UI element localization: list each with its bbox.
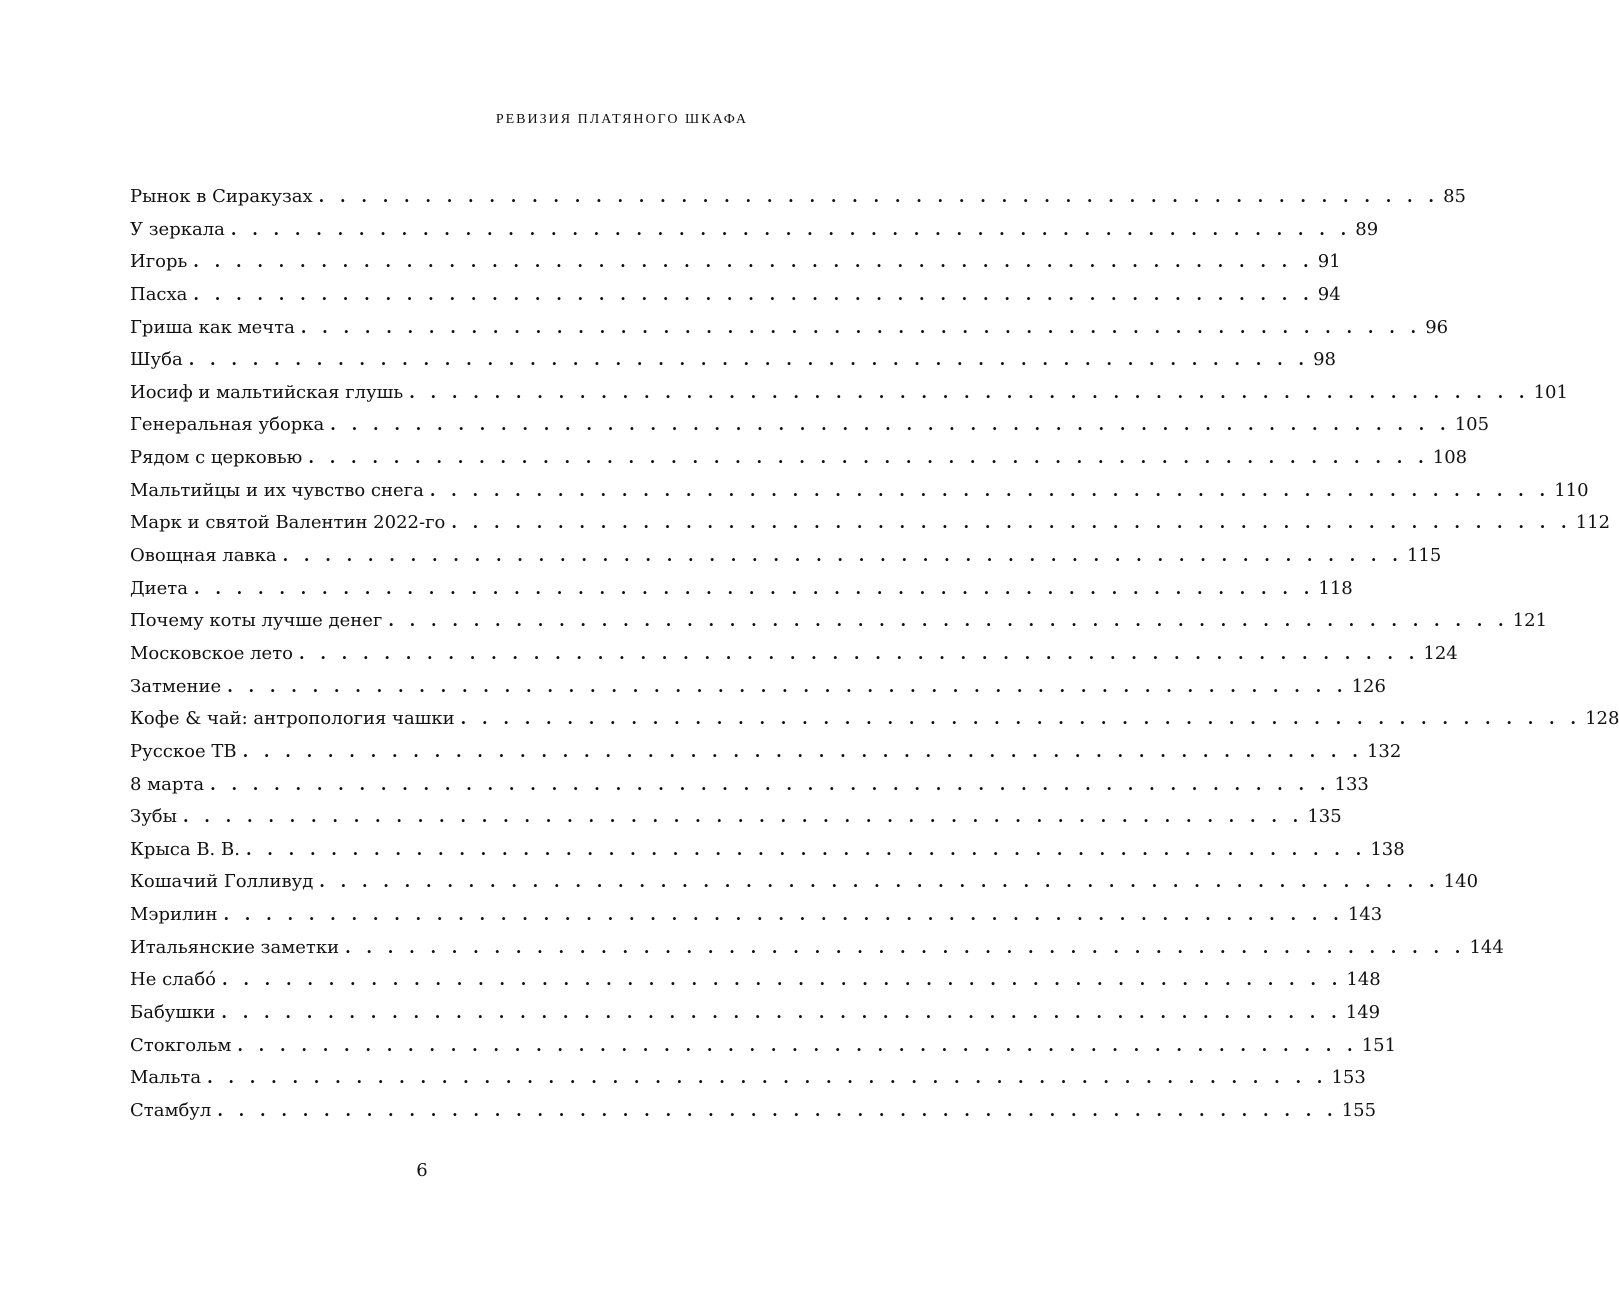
toc-dot-leader: . . . . . . . . . . . . . . . . . . . . . . . . . . . . . . . . . . . . . . . . . . . . . . . . . . . . . [227, 676, 1348, 696]
toc-entry[interactable] [130, 868, 1479, 901]
toc-entry-page: 85 [1443, 186, 1466, 207]
toc-entry-page: 89 [1355, 218, 1379, 240]
toc-entry-title: Мэрилин [130, 904, 218, 926]
toc-entry[interactable] [130, 673, 1386, 706]
toc-entry-page: 155 [1341, 1099, 1377, 1121]
toc-dot-leader: . . . . . . . . . . . . . . . . . . . . . . . . . . . . . . . . . . . . . . . . . . . . . . . . . . . . . [245, 839, 1367, 859]
toc-entry-page: 153 [1331, 1067, 1366, 1089]
toc-entry-title: Рядом с церковью [130, 447, 303, 469]
toc-entry[interactable] [130, 901, 1383, 934]
toc-entry[interactable] [130, 1032, 1397, 1065]
toc-dot-leader: . . . . . . . . . . . . . . . . . . . . . . . . . . . . . . . . . . . . . . . . . . . . . . . . . . . . . [207, 1068, 1328, 1088]
toc-dot-leader: . . . . . . . . . . . . . . . . . . . . . . . . . . . . . . . . . . . . . . . . . . . . . . . . . . . . . [193, 578, 1315, 598]
toc-entry-title: Московское лето [130, 642, 293, 664]
toc-entry-title: Иосиф и мальтийская глушь [130, 381, 404, 403]
toc-entry-title: Бабушки [130, 1002, 216, 1024]
toc-entry-title: Марк и святой Валентин 2022-го [130, 512, 446, 534]
toc-entry[interactable] [130, 444, 1468, 477]
toc-entry-page: 112 [1575, 512, 1611, 534]
toc-entry-page: 151 [1361, 1034, 1397, 1056]
toc-dot-leader: . . . . . . . . . . . . . . . . . . . . . . . . . . . . . . . . . . . . . . . . . . . . . . . . . . . . . [221, 1003, 1342, 1023]
toc-dot-leader: . . . . . . . . . . . . . . . . . . . . . . . . . . . . . . . . . . . . . . . . . . . . . . . . . . . . . [388, 611, 1509, 631]
toc-entry[interactable] [130, 314, 1449, 347]
toc-entry-title: Игорь [130, 251, 188, 273]
toc-entry-page: 118 [1318, 577, 1353, 599]
toc-entry-title: Рынок в Сиракузах [130, 186, 313, 207]
toc-entry[interactable] [130, 1097, 1377, 1130]
toc-entry-title: Русское ТВ [130, 740, 237, 762]
toc-entry[interactable] [130, 379, 1568, 412]
toc-entry-page: 140 [1443, 871, 1479, 893]
toc-entry[interactable] [130, 542, 1442, 575]
toc-dot-leader: . . . . . . . . . . . . . . . . . . . . . . . . . . . . . . . . . . . . . . . . . . . . . . . . . . . . . [330, 415, 1451, 435]
toc-entry-title: Не слабо́ [130, 969, 216, 991]
toc-entry-page: 121 [1512, 610, 1548, 632]
toc-entry[interactable] [130, 771, 1369, 804]
toc-dot-leader: . . . . . . . . . . . . . . . . . . . . . . . . . . . . . . . . . . . . . . . . . . . . . . . . . . . . . [299, 643, 1420, 663]
toc-entry-title: Итальянские заметки [130, 936, 340, 958]
toc-entry-page: 105 [1454, 414, 1490, 436]
toc-entry-page: 124 [1423, 642, 1458, 664]
toc-entry-title: Овощная лавка [130, 545, 277, 567]
toc-entry-page: 138 [1370, 838, 1405, 860]
toc-entry-title: Мальтийцы и их чувство снега [130, 479, 424, 501]
toc-dot-leader: . . . . . . . . . . . . . . . . . . . . . . . . . . . . . . . . . . . . . . . . . . . . . . . . . . . . . [282, 546, 1403, 566]
toc-dot-leader: . . . . . . . . . . . . . . . . . . . . . . . . . . . . . . . . . . . . . . . . . . . . . . . . . . . . . [242, 741, 1363, 761]
toc-entry[interactable] [130, 281, 1341, 314]
toc-entry[interactable] [130, 966, 1381, 999]
toc-dot-leader: . . . . . . . . . . . . . . . . . . . . . . . . . . . . . . . . . . . . . . . . . . . . . . . . . . . . . [300, 317, 1422, 337]
toc-entry[interactable] [130, 934, 1504, 967]
toc-entry-title: Затмение [130, 675, 222, 697]
toc-entry[interactable] [130, 477, 1589, 510]
running-head: РЕВИЗИЯ ПЛАТЯНОГО ШКАФА [495, 112, 748, 127]
toc-dot-leader: . . . . . . . . . . . . . . . . . . . . . . . . . . . . . . . . . . . . . . . . . . . . . . . . . . . . . [409, 382, 1530, 402]
toc-entry-page: 91 [1317, 251, 1341, 273]
toc-entry-page: 115 [1406, 545, 1442, 567]
page-number: 6 [416, 1160, 428, 1181]
toc-entry-title: Кошачий Голливуд [130, 871, 314, 893]
toc-entry[interactable] [130, 216, 1379, 249]
toc-entry-page: 144 [1469, 936, 1504, 958]
table-of-contents [130, 183, 1619, 1130]
toc-entry-title: У зеркала [130, 218, 225, 240]
toc-dot-leader: . . . . . . . . . . . . . . . . . . . . . . . . . . . . . . . . . . . . . . . . . . . . . . . . . . . . . [193, 252, 1314, 272]
toc-dot-leader: . . . . . . . . . . . . . . . . . . . . . . . . . . . . . . . . . . . . . . . . . . . . . . . . . . . . . [451, 513, 1572, 533]
toc-entry-title: Пасха [130, 283, 188, 305]
toc-dot-leader: . . . . . . . . . . . . . . . . . . . . . . . . . . . . . . . . . . . . . . . . . . . . . . . . . . . . . [237, 1035, 1358, 1055]
toc-entry[interactable] [130, 411, 1490, 444]
toc-entry-page: 101 [1533, 381, 1568, 403]
toc-dot-leader: . . . . . . . . . . . . . . . . . . . . . . . . . . . . . . . . . . . . . . . . . . . . . . . . . . . . . [182, 807, 1304, 827]
toc-entry-title: Генеральная уборка [130, 414, 325, 436]
toc-entry[interactable] [130, 640, 1458, 673]
toc-entry[interactable] [130, 1064, 1366, 1097]
toc-entry-title: Крыса В. В. [130, 838, 240, 860]
toc-entry-title: 8 марта [130, 773, 205, 795]
toc-entry[interactable] [130, 346, 1336, 379]
toc-entry-page: 126 [1351, 675, 1386, 697]
toc-entry-page: 108 [1432, 447, 1468, 469]
toc-entry-title: Шуба [130, 349, 183, 371]
toc-entry[interactable] [130, 575, 1353, 608]
toc-dot-leader: . . . . . . . . . . . . . . . . . . . . . . . . . . . . . . . . . . . . . . . . . . . . . . . . . . . . . [217, 1100, 1338, 1120]
toc-entry[interactable] [130, 738, 1402, 771]
toc-entry[interactable] [130, 836, 1405, 869]
toc-entry-title: Стокгольм [130, 1034, 232, 1056]
toc-entry[interactable] [130, 607, 1548, 640]
toc-entry-title: Почему коты лучше денег [130, 610, 383, 632]
toc-dot-leader: . . . . . . . . . . . . . . . . . . . . . . . . . . . . . . . . . . . . . . . . . . . . . . . . . . . . . [429, 480, 1551, 500]
toc-entry-page: 148 [1346, 969, 1381, 991]
toc-dot-leader: . . . . . . . . . . . . . . . . . . . . . . . . . . . . . . . . . . . . . . . . . . . . . . . . . . . . . [223, 905, 1344, 925]
toc-entry-title: Диета [130, 577, 188, 599]
toc-dot-leader: . . . . . . . . . . . . . . . . . . . . . . . . . . . . . . . . . . . . . . . . . . . . . . . . . . . . . [308, 448, 1429, 468]
toc-entry[interactable] [130, 999, 1381, 1032]
toc-entry-page: 110 [1554, 479, 1589, 501]
toc-dot-leader: . . . . . . . . . . . . . . . . . . . . . . . . . . . . . . . . . . . . . . . . . . . . . . . . . . . . . [345, 937, 1466, 957]
toc-entry-page: 133 [1334, 773, 1369, 795]
toc-entry-title: Гриша как мечта [130, 316, 295, 338]
toc-entry-page: 98 [1313, 349, 1336, 371]
toc-entry-title: Мальта [130, 1067, 202, 1089]
toc-entry-title: Кофе & чай: антропология чашки [130, 708, 455, 730]
toc-entry-page: 94 [1317, 283, 1341, 305]
toc-dot-leader: . . . . . . . . . . . . . . . . . . . . . . . . . . . . . . . . . . . . . . . . . . . . . . . . . . . . . [193, 284, 1314, 304]
toc-dot-leader: . . . . . . . . . . . . . . . . . . . . . . . . . . . . . . . . . . . . . . . . . . . . . . . . . . . . . [230, 219, 1352, 239]
toc-dot-leader: . . . . . . . . . . . . . . . . . . . . . . . . . . . . . . . . . . . . . . . . . . . . . . . . . . . . . [460, 709, 1582, 729]
toc-entry[interactable] [130, 705, 1619, 738]
toc-entry-page: 96 [1425, 316, 1449, 338]
toc-entry-page: 132 [1366, 740, 1402, 762]
toc-dot-leader: . . . . . . . . . . . . . . . . . . . . . . . . . . . . . . . . . . . . . . . . . . . . . . . . . . . . . [188, 350, 1310, 370]
toc-entry-page: 135 [1307, 806, 1342, 828]
toc-entry[interactable] [130, 183, 1466, 216]
toc-dot-leader: . . . . . . . . . . . . . . . . . . . . . . . . . . . . . . . . . . . . . . . . . . . . . . . . . . . . . [318, 187, 1440, 206]
toc-dot-leader: . . . . . . . . . . . . . . . . . . . . . . . . . . . . . . . . . . . . . . . . . . . . . . . . . . . . . [210, 774, 1331, 794]
toc-entry[interactable] [130, 248, 1341, 281]
toc-dot-leader: . . . . . . . . . . . . . . . . . . . . . . . . . . . . . . . . . . . . . . . . . . . . . . . . . . . . . [222, 970, 1343, 990]
toc-entry-title: Стамбул [130, 1099, 212, 1121]
toc-entry-page: 143 [1347, 904, 1383, 926]
toc-entry[interactable] [130, 509, 1611, 542]
toc-entry-page: 149 [1345, 1002, 1381, 1024]
toc-dot-leader: . . . . . . . . . . . . . . . . . . . . . . . . . . . . . . . . . . . . . . . . . . . . . . . . . . . . . [319, 872, 1440, 892]
toc-entry-title: Зубы [130, 806, 177, 828]
toc-entry-page: 128 [1585, 708, 1619, 730]
toc-entry[interactable] [130, 803, 1342, 836]
